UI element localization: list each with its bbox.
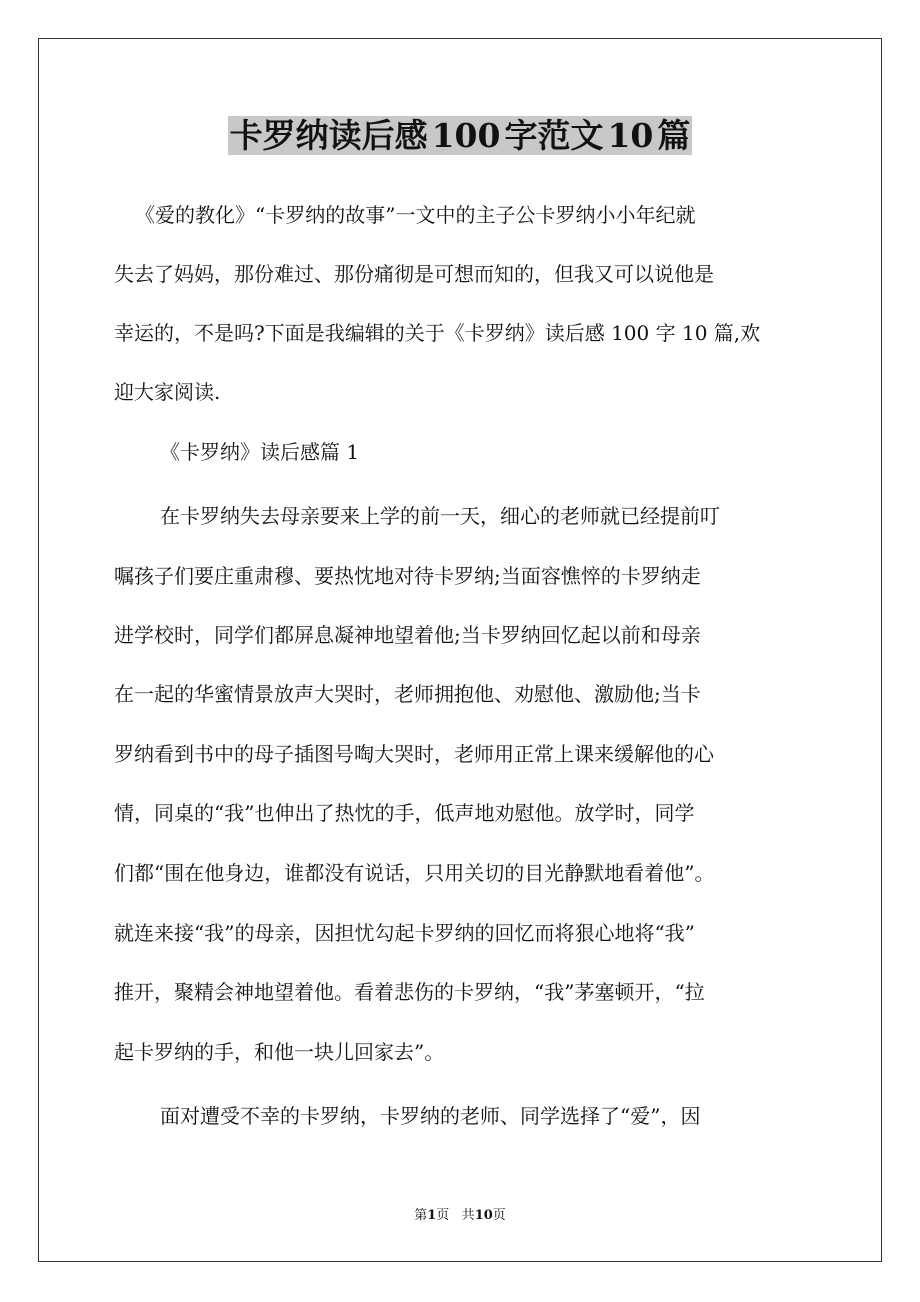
footer-page-unit: 页 (436, 1208, 450, 1223)
paragraph-line: 嘱孩子们要庄重肃穆、要热忱地对待卡罗纳;当面容憔悴的卡罗纳走 (114, 564, 701, 588)
footer-total-pages: 10 (474, 1208, 493, 1223)
page-footer (0, 1207, 920, 1225)
intro-line: 迎大家阅读. (114, 380, 221, 404)
paragraph-line: 情，同桌的“我”也伸出了热忱的手，低声地劝慰他。放学时，同学 (114, 801, 695, 825)
paragraph-line: 面对遭受不幸的卡罗纳，卡罗纳的老师、同学选择了“爱”，因 (160, 1104, 701, 1128)
document-title (0, 112, 920, 160)
section-heading: 《卡罗纳》读后感篇 1 (160, 440, 360, 464)
footer-total-prefix: 共 (461, 1208, 475, 1223)
paragraph-line: 在卡罗纳失去母亲要来上学的前一天，细心的老师就已经提前叮 (160, 504, 720, 528)
footer-total-unit: 页 (492, 1208, 506, 1223)
title-part: 字范文 (504, 116, 604, 155)
footer-prefix: 第 (414, 1208, 428, 1223)
intro-line: 失去了妈妈，那份难过、那份痛彻是可想而知的，但我又可以说他是 (114, 262, 714, 286)
intro-line: 《爱的教化》“卡罗纳的故事”一文中的主子公卡罗纳小小年纪就 (135, 203, 696, 227)
paragraph-line: 们都“围在他身边，谁都没有说话，只用关切的目光静默地看着他”。 (114, 861, 715, 885)
paragraph-line: 在一起的华蜜情景放声大哭时，老师拥抱他、劝慰他、激励他;当卡 (114, 682, 701, 706)
title-part: 100 (431, 116, 501, 155)
paragraph-line: 起卡罗纳的手，和他一块儿回家去”。 (114, 1040, 445, 1064)
paragraph-line: 推开，聚精会神地望着他。看着悲伤的卡罗纳，“我”茅塞顿开，“拉 (114, 980, 705, 1004)
title-part: 10 (607, 116, 654, 155)
title-part: 卡罗纳读后感 (229, 116, 428, 155)
paragraph-line: 罗纳看到书中的母子插图号啕大哭时，老师用正常上课来缓解他的心 (114, 742, 714, 766)
footer-page-number: 1 (427, 1208, 437, 1223)
paragraph-line: 进学校时，同学们都屏息凝神地望着他;当卡罗纳回忆起以前和母亲 (114, 623, 701, 647)
intro-line: 幸运的，不是吗?下面是我编辑的关于《卡罗纳》读后感 100 字 10 篇,欢 (114, 321, 761, 345)
title-part: 篇 (657, 116, 691, 155)
paragraph-line: 就连来接“我”的母亲，因担忧勾起卡罗纳的回忆而将狠心地将“我” (114, 921, 695, 945)
